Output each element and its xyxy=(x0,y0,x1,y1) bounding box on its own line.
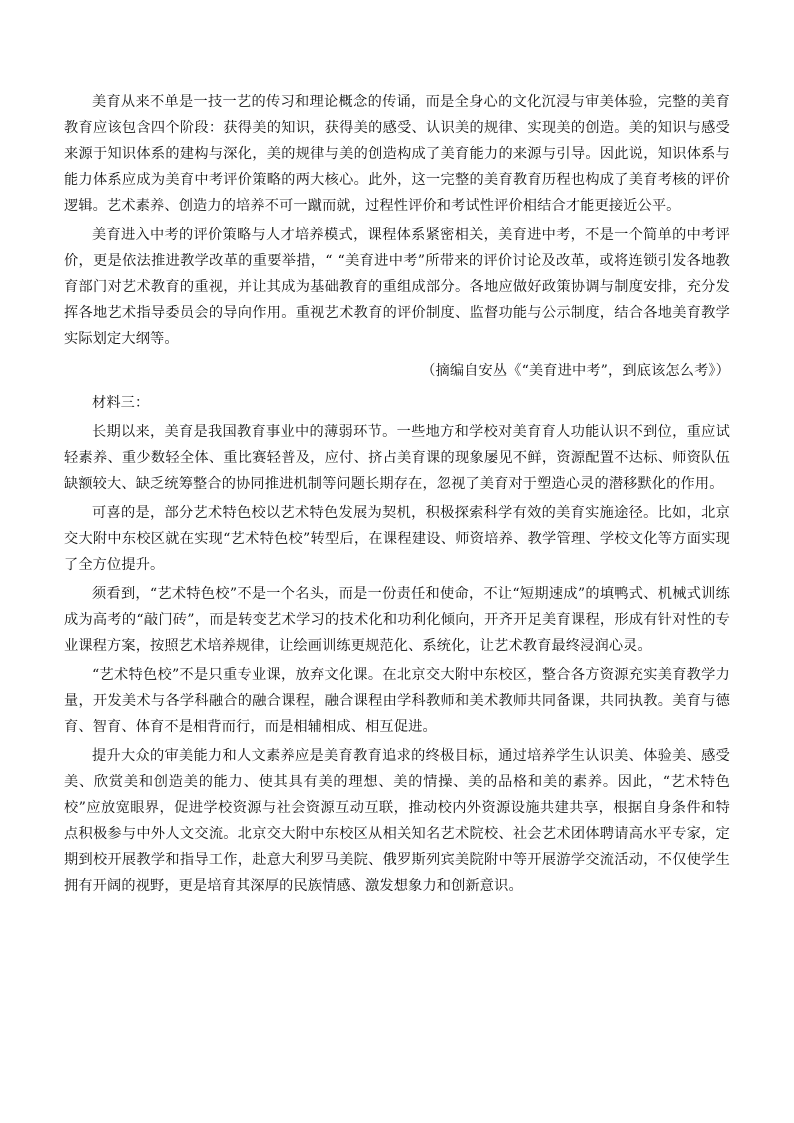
paragraph-7: 提升大众的审美能力和人文素养应是美育教育追求的终极目标，通过培养学生认识美、体验美、感受美、欣赏美和创造美的能力、使其具有美的理想、美的情操、美的品格和美的素养。因此，“艺术特色校”应放宽眼界，促进学校资源与社会资源互动互联，推动校内外资源设施共建共享，根据自身条件和特点积极参与中外人文交流。北京交大附中东校区从相关知名艺术院校、社会艺术团体聘请高水平专家，定期到校开展教学和指导工作，赴意大利罗马美院、俄罗斯列宾美院附中等开展游学交流活动，不仅使学生拥有开阔的视野，更是培育其深厚的民族情感、激发想象力和创新意识。 xyxy=(64,748,730,894)
paragraph-6: “艺术特色校”不是只重专业课，放弃文化课。在北京交大附中东校区，整合各方资源充实美育教学力量，开发美术与各学科融合的融合课程，融合课程由学科教师和美术教师共同备课，共同执教。美育与德育、智育、体育不是相背而行，而是相辅相成、相互促进。 xyxy=(64,667,730,735)
source-citation: （摘编自安丛《“美育进中考”，到底该怎么考》） xyxy=(421,363,730,379)
paragraph-1: 美育从来不单是一技一艺的传习和理论概念的传诵，而是全身心的文化沉浸与审美体验，完整的美育教育应该包含四个阶段：获得美的知识，获得美的感受、认识美的规律、实现美的创造。美的知识与感受来源于知识体系的建构与深化，美的规律与美的创造构成了美育能力的来源与引导。因此说，知识体系与能力体系应成为美育中考评价策略的两大核心。此外，这一完整的美育教育历程也构成了美育考核的评价逻辑。艺术素养、创造力的培养不可一蹴而就，过程性评价和考试性评价相结合才能更接近公平。 xyxy=(64,94,730,214)
section-heading: 材料三： xyxy=(92,395,150,411)
paragraph-4: 可喜的是，部分艺术特色校以艺术特色发展为契机，积极探索科学有效的美育实施途径。比如，北京交大附中东校区就在实现“艺术特色校”转型后，在课程建设、师资培养、教学管理、学校文化等方面实现了全方位提升。 xyxy=(64,505,730,573)
document-page xyxy=(64,89,730,902)
paragraph-5: 须看到，“艺术特色校”不是一个名头，而是一份责任和使命，不让“短期速成”的填鸭式、机械式训练成为高考的“敲门砖”，而是转变艺术学习的技术化和功利化倾向，开齐开足美育课程，形成有针对性的专业课程方案，按照艺术培养规律，让绘画训练更规范化、系统化，让艺术教育最终浸润心灵。 xyxy=(64,586,730,654)
paragraph-2: 美育进入中考的评价策略与人才培养模式，课程体系紧密相关，美育进中考，不是一个简单的中考评价，更是依法推进教学改革的重要举措，“ “美育进中考”所带来的评价讨论及改革，或将连锁引发各地教育部门对艺术教育的重视，并让其成为基础教育的重组成部分。各地应做好政策协调与制度安排，充分发挥各地艺术指导委员会的导向作用。重视艺术教育的评价制度、监督功能与公示制度，结合各地美育教学实际划定大纲等。 xyxy=(64,227,730,347)
paragraph-3: 长期以来，美育是我国教育事业中的薄弱环节。一些地方和学校对美育育人功能认识不到位，重应试轻素养、重少数轻全体、重比赛轻普及，应付、挤占美育课的现象屡见不鲜，资源配置不达标、师资队伍缺额较大、缺乏统筹整合的协同推进机制等问题长期存在，忽视了美育对于塑造心灵的潜移默化的作用。 xyxy=(64,424,730,492)
